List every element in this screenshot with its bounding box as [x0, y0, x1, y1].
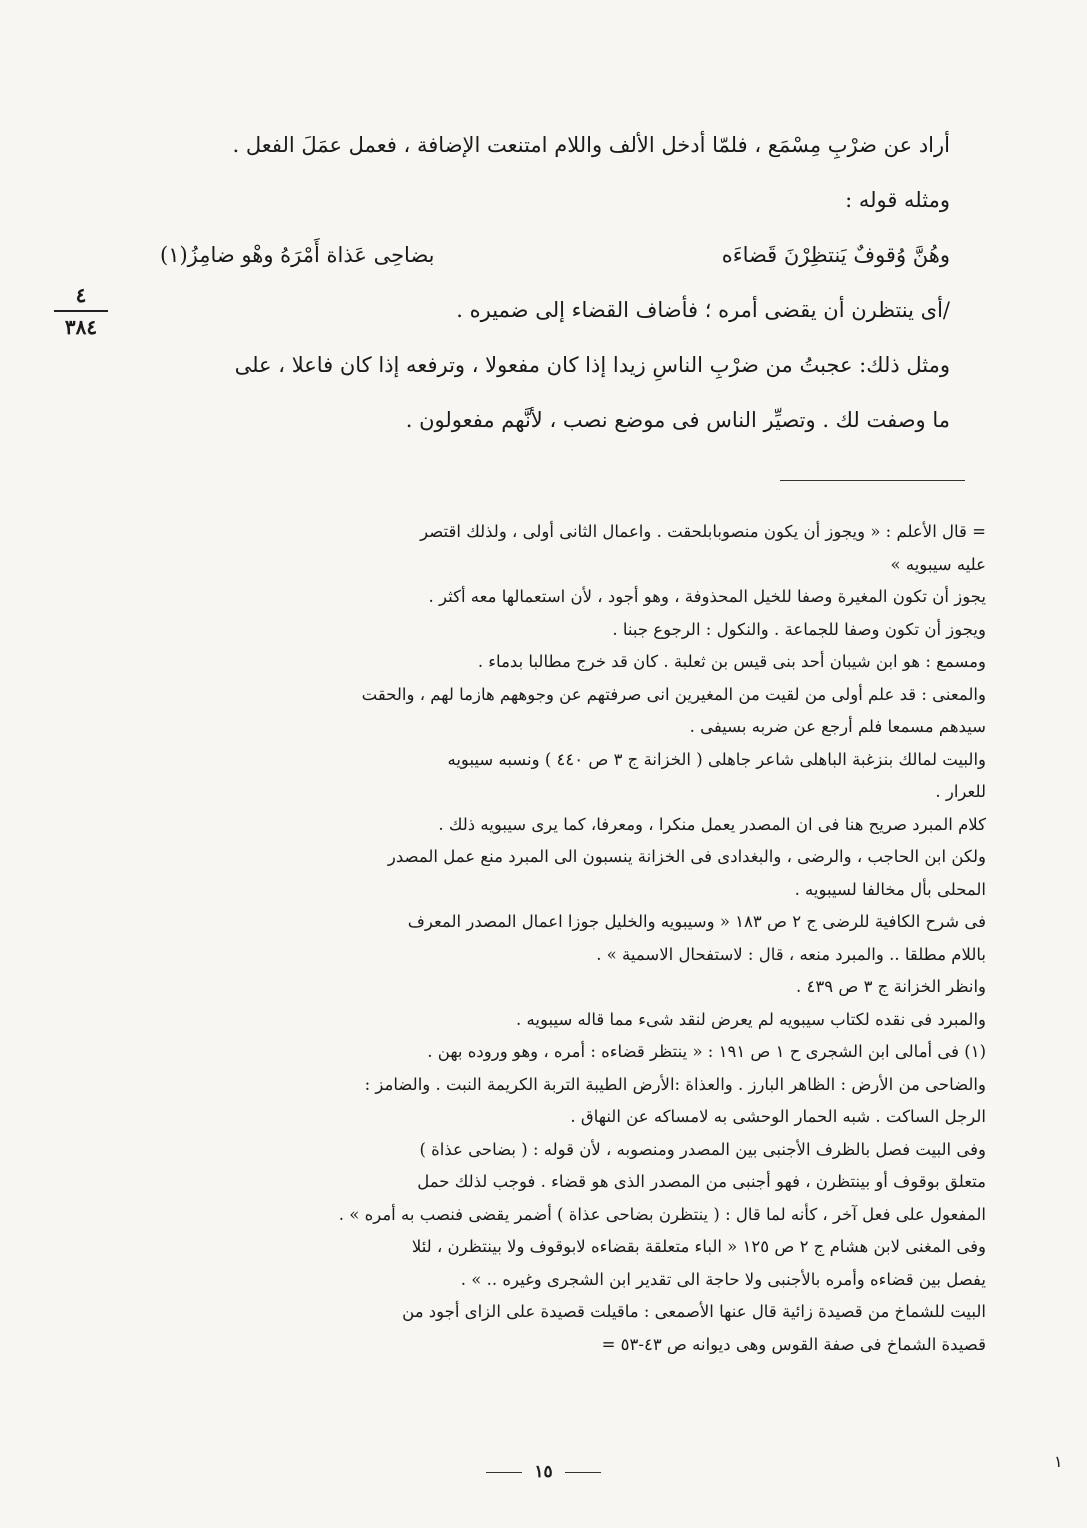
main-line: ومثله قوله :	[845, 188, 950, 212]
footnote-line: الرجل الساكت . شبه الحمار الوحشى به لامساكه عن النهاق .	[570, 1107, 986, 1126]
footnote-line: يفصل بين قضاءه وأمره بالأجنبى ولا حاجة الى تقدير ابن الشجرى وغيره .. » .	[460, 1269, 986, 1289]
page-footer	[0, 1462, 1087, 1482]
footnote-line: عليه سيبويه »	[890, 554, 986, 574]
footnote-line: قصيدة الشماخ فى صفة القوس وهى ديوانه ص ٤٣-٥٣ =	[601, 1334, 986, 1354]
footer-dash-right	[565, 1472, 601, 1473]
footnote-line: باللام مطلقا .. والمبرد منعه ، قال : لاستفحال الاسمية » .	[596, 944, 986, 964]
verse-second-half: بضاحِى عَذاة أَمْرَهُ وهْو ضامِزُ(١)	[160, 243, 435, 267]
footnote-line: المفعول على فعل آخر ، كأنه لما قال : ( ينتظرن بضاحى عذاة ) أضمر يقضى فنصب به أمره » .	[338, 1204, 986, 1224]
footnote-line: البيت للشماخ من قصيدة زائية قال عنها الأصمعى : ماقيلت قصيدة على الزاى أجود من	[402, 1302, 986, 1321]
main-text	[120, 118, 950, 448]
verse-first-half: وهُنَّ وُقوفٌ يَنتظِرْنَ قَضاءَه	[721, 243, 950, 267]
margin-rule	[54, 310, 108, 312]
footnote-line: = قال الأعلم : « ويجوز أن يكون منصوبابلحقت . واعمال الثانى أولى ، ولذلك اقتصر	[420, 522, 986, 541]
footnotes	[128, 516, 986, 1361]
footnote-line: ولكن ابن الحاجب ، والرضى ، والبغدادى فى الخزانة ينسبون الى المبرد منع عمل المصدر	[387, 847, 986, 866]
footnote-separator	[780, 480, 965, 481]
footnote-line: ومسمع : هو ابن شيبان أحد بنى قيس بن ثعلبة . كان قد خرج مطالبا بدماء .	[477, 652, 986, 671]
footnote-line: كلام المبرد صريح هنا فى ان المصدر يعمل منكرا ، ومعرفا، كما يرى سيبويه ذلك .	[438, 814, 986, 834]
footnote-line: للعرار .	[935, 782, 986, 801]
footnote-line: سيدهم مسمعا فلم أرجع عن ضربه بسيفى .	[689, 717, 986, 736]
footnote-line: يجوز أن تكون المغيرة وصفا للخيل المحذوفة ، وهو أجود ، لأن استعمالها معه أكثر .	[428, 587, 986, 606]
main-line: ومثل ذلك: عجبتُ من ضرْبِ الناسِ زيدا إذا كان مفعولا ، وترفعه إذا كان فاعلا ، على	[234, 353, 950, 377]
footnote-line: المحلى بأل مخالفا لسيبويه .	[794, 879, 986, 899]
footnote-line: وفى البيت فصل بالظرف الأجنبى بين المصدر ومنصوبه ، لأن قوله : ( بضاحى عذاة )	[419, 1139, 986, 1159]
margin-reference	[50, 282, 112, 340]
footnote-line: ويجوز أن تكون وصفا للجماعة . والنكول : الرجوع جبنا .	[612, 619, 986, 639]
footnote-line: (١) فى أمالى ابن الشجرى ح ١ ص ١٩١ : « ينتظر قضاءه : أمره ، وهو وروده بهن .	[427, 1042, 986, 1061]
main-line: /أى ينتظرن أن يقضى أمره ؛ فأضاف القضاء إلى ضميره .	[456, 298, 950, 322]
footnote-line: متعلق بوقوف أو بينتظرن ، فهو أجنبى من المصدر الذى هو قضاء . فوجب لذلك حمل	[417, 1172, 986, 1191]
corner-mark: ١	[1054, 1452, 1063, 1471]
footnote-line: وفى المغنى لابن هشام ج ٢ ص ١٢٥ « الباء متعلقة بقضاءه لابوقوف ولا بينتظرن ، لئلا	[411, 1237, 986, 1256]
footnote-line: فى شرح الكافية للرضى ج ٢ ص ١٨٣ « وسيبويه والخليل جوزا اعمال المصدر المعرف	[407, 912, 986, 931]
footnote-line: وانظر الخزانة ج ٣ ص ٤٣٩ .	[796, 977, 986, 996]
footnote-line: والضاحى من الأرض : الظاهر البارز . والعذاة :الأرض الطيبة التربة الكريمة النبت . والضامز :	[364, 1074, 986, 1094]
footnote-line: والمعنى : قد علم أولى من لقيت من المغيرين انى صرفتهم عن وجوههم هازما لهم ، والحقت	[361, 684, 986, 704]
main-line: أراد عن ضرْبِ مِسْمَع ، فلمّا أدخل الألف واللام امتنعت الإضافة ، فعمل عمَلَ الفعل .	[232, 133, 950, 157]
verse	[120, 228, 950, 283]
main-line: ما وصفت لك . وتصيِّر الناس فى موضع نصب ، لأنَّهم مفعولون .	[405, 408, 950, 432]
footnote-line: والبيت لمالك بنزغبة الباهلى شاعر جاهلى ( الخزانة ج ٣ ص ٤٤٠ ) ونسبه سيبويه	[447, 749, 986, 769]
footnote-line: والمبرد فى نقده لكتاب سيبويه لم يعرض لنقد شىء مما قاله سيبويه .	[516, 1009, 986, 1029]
margin-volume: ٤	[75, 283, 87, 307]
page-number: ١٥	[534, 1462, 553, 1482]
footer-dash-left	[486, 1472, 522, 1473]
margin-page: ٣٨٤	[64, 315, 98, 339]
